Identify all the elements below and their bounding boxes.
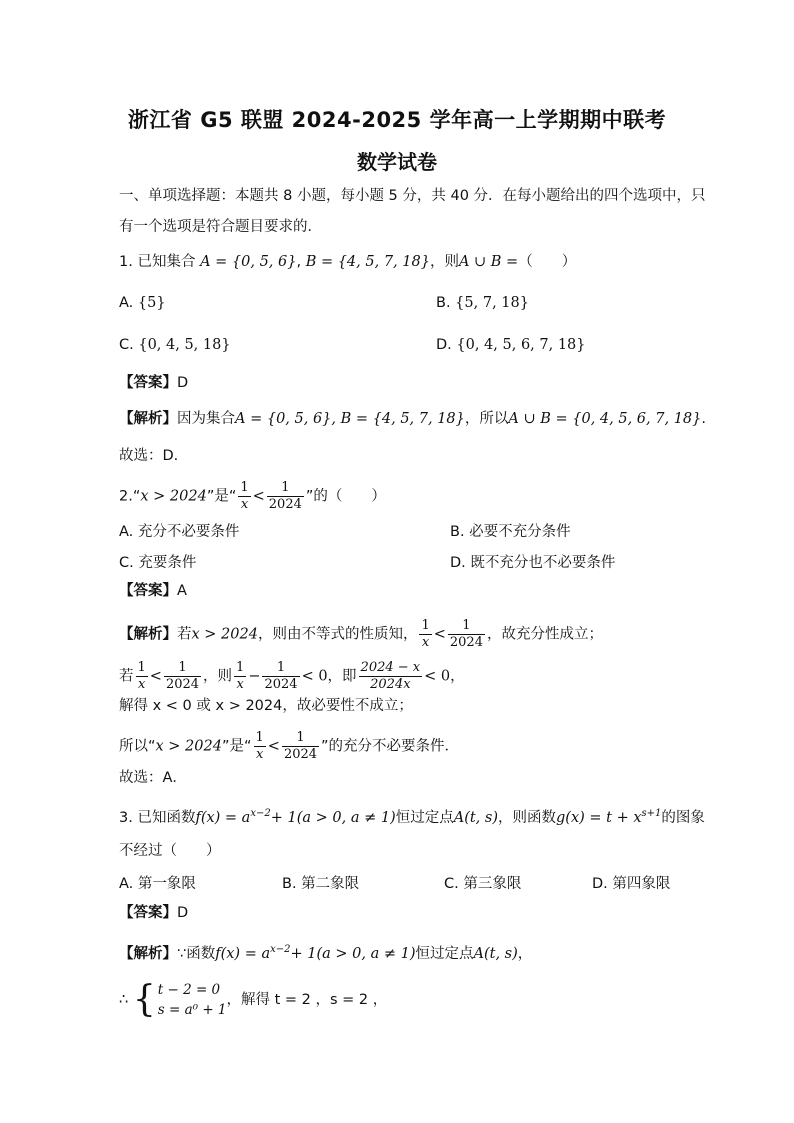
q3-option-b: B. 第二象限 <box>282 876 360 892</box>
q2-stem: 2.“x > 2024”是“ $\frac{1}{x}$ < $\frac{1}{2024}$ ”的（ ） <box>119 480 386 512</box>
q2-option-a: A. 充分不必要条件 <box>119 524 240 540</box>
q2-frac-1-over-x: $\frac{1}{x}$ <box>240 480 249 512</box>
q1-option-d: D. {0, 4, 5, 6, 7, 18} <box>436 337 586 353</box>
q3-option-c: C. 第三象限 <box>444 876 522 892</box>
section-heading-line2: 有一个选项是符合题目要求的． <box>119 219 322 235</box>
q1-option-a: A. {5} <box>119 295 166 311</box>
q3-option-a: A. 第一象限 <box>119 876 196 892</box>
q1-set-b: B = {4, 5, 7, 18} <box>305 254 430 270</box>
q2-analysis-line1: 【解析】若x > 2024，则由不等式的性质知， $\frac{1}{x}$ < $\frac{1}{2024}$ ，故充分性成立； <box>119 618 603 650</box>
q2-analysis-line3: 解得 x < 0 或 x > 2024，故必要性不成立； <box>119 698 413 714</box>
q2-option-b: B. 必要不充分条件 <box>450 524 571 540</box>
q1-expr: A ∪ B = <box>458 254 519 270</box>
q1-option-b: B. {5, 7, 18} <box>436 295 529 311</box>
q2-analysis-line2: 若 $\frac{1}{x}$ < $\frac{1}{2024}$ ，则 $\frac{1}{x}$ − $\frac{1}{2024}$ < 0，即 $\frac{2024 - x}{2024x}$ < 0， <box>119 660 465 692</box>
section-heading-line1: 一、单项选择题：本题共 8 小题，每小题 5 分，共 40 分．在每小题给出的四个选项中，只 <box>119 188 706 204</box>
q2-conclusion: 故选：A． <box>119 770 187 786</box>
q2-option-d: D. 既不充分也不必要条件 <box>450 555 616 571</box>
q1-set-a: A = {0, 5, 6} <box>200 254 297 270</box>
q1-option-c: C. {0, 4, 5, 18} <box>119 337 231 353</box>
q3-stem-line1: 3. 已知函数$f(x) = a^{x-2}+ 1(a > 0$, a ≠ 1)恒过定点A(t, s)，则函数$g(x) = t + x^{s+1}$的图象 <box>119 808 705 826</box>
page-title: 浙江省 G5 联盟 2024-2025 学年高一上学期期中联考 <box>127 108 667 132</box>
q3-analysis-system: ∴ { t − 2 = 0 s = a⁰ + 1 ，解得 t = 2 ，s = 2 ， <box>119 979 388 1020</box>
q2-answer: 【答案】A <box>119 583 187 599</box>
q1-stem: 1. 已知集合 A = {0, 5, 6}, B = {4, 5, 7, 18}，则A ∪ B =（ ） <box>119 254 577 270</box>
brace-icon: { <box>132 979 156 1020</box>
q2-option-c: C. 充要条件 <box>119 555 197 571</box>
q3-analysis-line1: 【解析】∵函数$f(x) = a^{x-2}+ 1(a > 0$, a ≠ 1)恒过定点A(t, s)， <box>119 944 533 962</box>
q3-stem-line2: 不经过（ ） <box>119 843 221 859</box>
q1-answer: 【答案】D <box>119 375 189 391</box>
equation-system: t − 2 = 0 s = a⁰ + 1 <box>157 982 227 1018</box>
q3-option-d: D. 第四象限 <box>592 876 671 892</box>
q1-conclusion: 故选：D. <box>119 448 179 464</box>
q2-analysis-line4: 所以“x > 2024”是“ $\frac{1}{x}$ < $\frac{1}{2024}$ ”的充分不必要条件． <box>119 730 460 762</box>
q1-analysis: 【解析】因为集合A = {0, 5, 6}, B = {4, 5, 7, 18}，所以A ∪ B = {0, 4, 5, 6, 7, 18}. <box>119 411 706 427</box>
q3-answer: 【答案】D <box>119 905 189 921</box>
page-subtitle: 数学试卷 <box>357 150 437 174</box>
q2-frac-1-over-2024: $\frac{1}{2024}$ <box>268 480 302 512</box>
